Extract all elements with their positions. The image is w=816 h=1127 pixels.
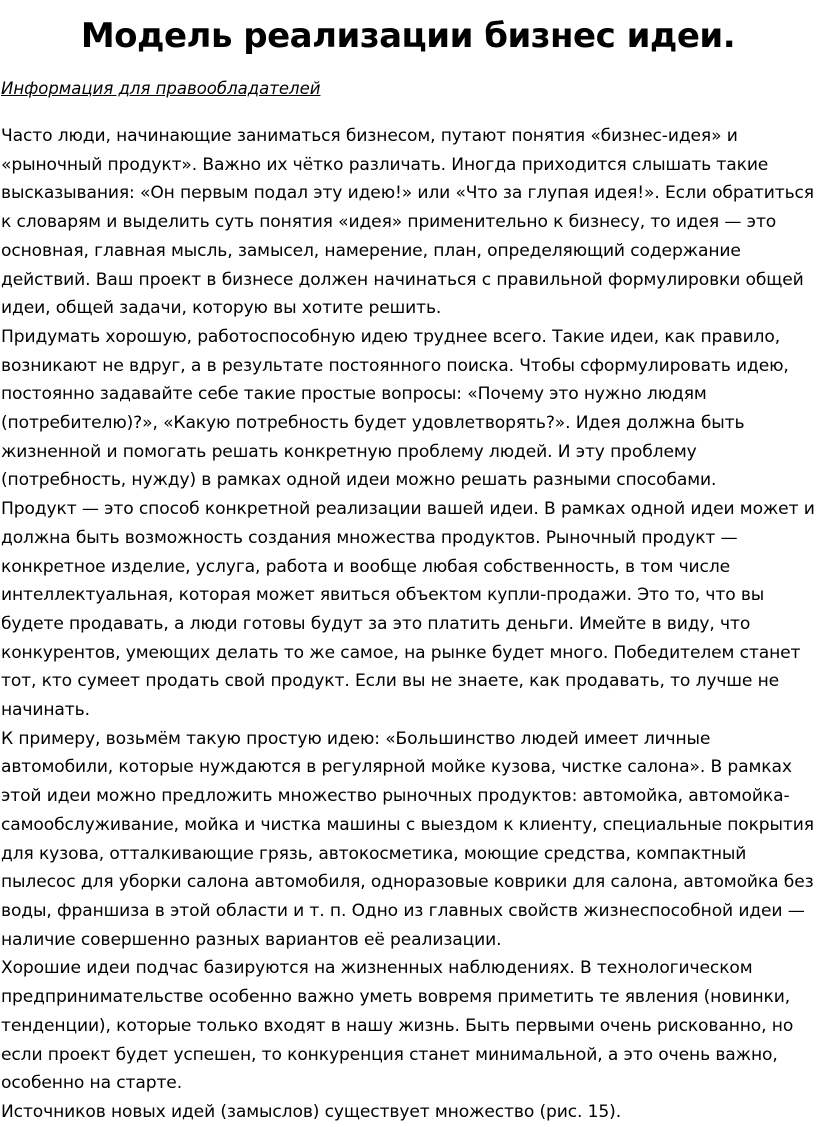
paragraph-idea-sources: Источников новых идей (замыслов) существует множество (рис. 15).	[1, 1101, 622, 1122]
paragraph-business-idea-vs-product: Часто люди, начинающие заниматься бизнесом, путают понятия «бизнес-идея» и «рыночный продукт». Важно их чётко различать. Иногда приходится слышать такие высказывания: «Он первым подал эту идею!» или «Что за глупая идея!». Если обратиться к словарям и выделить суть понятия «идея» применительно к бизнесу, то идея — это основная, главная мысль, замысел, намерение, план, определяющий содержание действий. Ваш проект в бизнесе должен начинаться с правильной формулировки общей идеи, общей задачи, которую вы хотите решить.	[1, 126, 814, 319]
paragraph-good-idea: Придумать хорошую, работоспособную идею труднее всего. Такие идеи, как правило, возникают не вдруг, а в результате постоянного поиска. Чтобы сформулировать идею, постоянно задавайте себе такие простые вопросы: «Почему это нужно людям (потребителю)?», «Какую потребность будет удовлетворять?». Идея должна быть жизненной и помогать решать конкретную проблему людей. И эту проблему (потребность, нужду) в рамках одной идеи можно решать разными способами.	[1, 326, 789, 491]
copyright-holders-link[interactable]: Информация для правообладателей	[1, 79, 321, 98]
page-title: Модель реализации бизнес идеи.	[80, 16, 736, 56]
paragraph-product-definition: Продукт — это способ конкретной реализации вашей идеи. В рамках одной идеи может и должна быть возможность создания множества продуктов. Рыночный продукт — конкретное изделие, услуга, работа и вообще любая собственность, в том числе интеллектуальная, которая может явиться объектом купли-продажи. Это то, что вы будете продавать, а люди готовы будут за это платить деньги. Имейте в виду, что конкурентов, умеющих делать то же самое, на рынке будет много. Победителем станет тот, кто сумеет продать свой продукт. Если вы не знаете, как продавать, то лучше не начинать.	[1, 499, 815, 721]
article-body	[1, 122, 816, 1127]
paragraph-observations: Хорошие идеи подчас базируются на жизненных наблюдениях. В технологическом предпринимательстве особенно важно уметь вовремя приметить те явления (новинки, тенденции), которые только входят в нашу жизнь. Быть первыми очень рискованно, но если проект будет успешен, то конкуренция станет минимальной, а это очень важно, особенно на старте.	[1, 958, 794, 1094]
paragraph-car-wash-example: К примеру, возьмём такую простую идею: «Большинство людей имеет личные автомобили, которые нуждаются в регулярной мойке кузова, чистке салона». В рамках этой идеи можно предложить множество рыночных продуктов: автомойка, автомойка-самообслуживание, мойка и чистка машины с выездом к клиенту, специальные покрытия для кузова, отталкивающие грязь, автокосметика, моющие средства, компактный пылесос для уборки салона автомобиля, одноразовые коврики для салона, автомойка без воды, франшиза в этой области и т. п. Одно из главных свойств жизнеспособной идеи — наличие совершенно разных вариантов её реализации.	[1, 728, 814, 950]
